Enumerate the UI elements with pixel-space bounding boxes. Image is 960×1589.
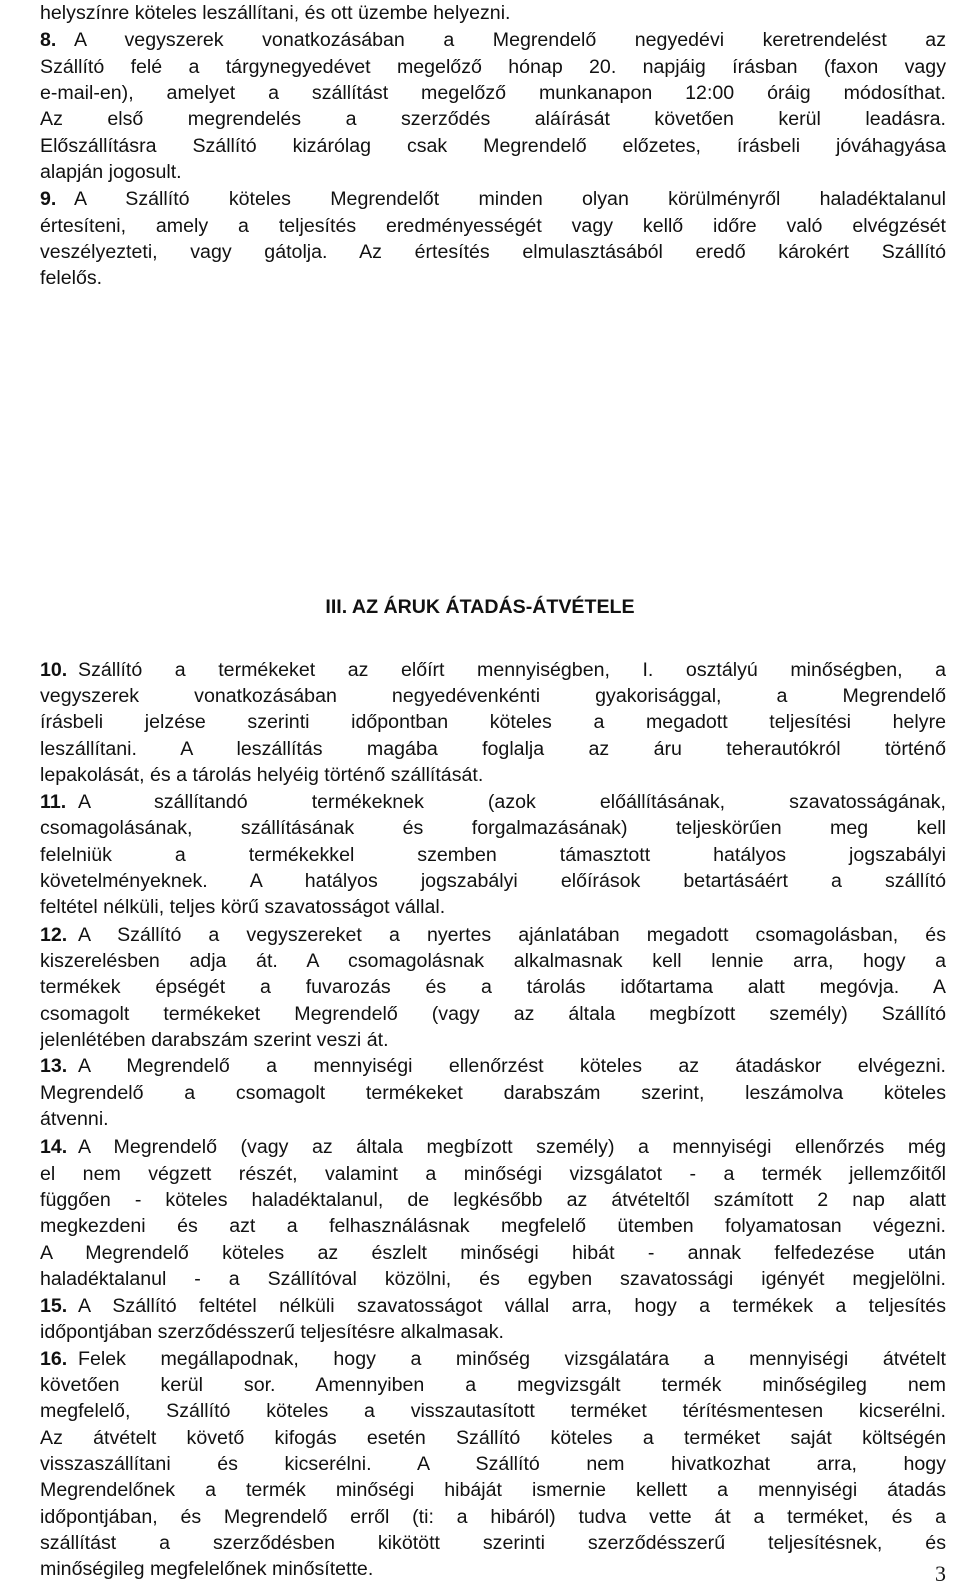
paragraph-text: csomagolásának, szállításának és forgalmazásának) teljeskörűen meg kell (40, 817, 946, 839)
numbered-paragraph-line (40, 185, 946, 214)
paragraph-number: 9. (40, 188, 57, 210)
paragraph-line (40, 53, 946, 82)
paragraph-line (40, 867, 946, 896)
numbered-paragraph-line (40, 1345, 946, 1374)
paragraph-text: Az első megrendelés a szerződés aláírását követően kerül leadásra. (40, 108, 946, 130)
paragraph-text: időpontjában, és Megrendelő erről (ti: a hibáról) tudva vette át a terméket, és a (40, 1506, 946, 1528)
paragraph-text: leszállítani. A leszállítás magába foglalja az áru teherautókról történő (40, 738, 946, 760)
paragraph-line (40, 1239, 946, 1268)
paragraph-text: követően kerül sor. Amennyiben a megvizsgált termék minőségileg nem (40, 1374, 946, 1396)
paragraph-line (40, 1160, 946, 1189)
paragraph-line (40, 79, 946, 108)
paragraph-number: 8. (40, 29, 57, 51)
paragraph-text: veszélyezteti, vagy gátolja. Az értesítés elmulasztásából eredő károkért Szállító (40, 241, 946, 263)
paragraph-text: felelniük a termékekkel szemben támasztott hatályos jogszabályi (40, 844, 946, 866)
numbered-paragraph-line (40, 1052, 946, 1081)
paragraph-text: haladéktalanul - a Szállítóval közölni, és egyben szavatossági igényét megjelölni. (40, 1268, 946, 1290)
paragraph-text: A Szállító köteles Megrendelőt minden olyan körülményről haladéktalanul (74, 188, 946, 210)
numbered-paragraph-line (40, 921, 946, 950)
paragraph-text: vegyszerek vonatkozásában negyedévenkénti gyakorisággal, a Megrendelő (40, 685, 946, 707)
paragraph-line (40, 947, 946, 976)
paragraph-number: 12. (40, 924, 68, 946)
paragraph-line (40, 158, 946, 187)
paragraph-line (40, 735, 946, 764)
paragraph-text: minőségileg megfelelőnek minősítette. (40, 1558, 374, 1580)
paragraph-line (40, 814, 946, 843)
paragraph-text: Szállító felé a tárgynegyedévet megelőző hónap 20. napjáig írásban (faxon vagy (40, 56, 946, 78)
paragraph-line (40, 264, 946, 293)
paragraph-text: A Megrendelő (vagy az általa megbízott személy) a mennyiségi ellenőrzés még (78, 1136, 946, 1158)
paragraph-text: Szállító a termékeket az előírt mennyiségben, I. osztályú minőségben, a (78, 659, 946, 681)
paragraph-line (40, 132, 946, 161)
paragraph-text: A szállítandó termékeknek (azok előállításának, szavatosságának, (78, 791, 946, 813)
paragraph-line (40, 1503, 946, 1532)
paragraph-text: A Megrendelő a mennyiségi ellenőrzést köteles az átadáskor elvégezni. (78, 1055, 946, 1077)
paragraph-line (40, 761, 946, 790)
paragraph-line (40, 708, 946, 737)
paragraph-line (40, 0, 946, 28)
numbered-paragraph-line (40, 1292, 946, 1321)
paragraph-line (40, 1186, 946, 1215)
paragraph-number: 13. (40, 1055, 68, 1077)
paragraph-text: visszaszállítani és kicserélni. A Szállító nem hivatkozhat arra, hogy (40, 1453, 946, 1475)
paragraph-line (40, 1079, 946, 1108)
paragraph-line (40, 1555, 946, 1584)
paragraph-line (40, 682, 946, 711)
paragraph-text: függően - köteles haladéktalanul, de legkésőbb az átvételtől számított 2 nap alatt (40, 1189, 946, 1211)
paragraph-text: megfelelő, Szállító köteles a visszautasított terméket térítésmentesen kicserélni. (40, 1400, 946, 1422)
paragraph-line (40, 1424, 946, 1453)
paragraph-text: alapján jogosult. (40, 161, 182, 183)
paragraph-text: átvenni. (40, 1108, 109, 1130)
paragraph-line (40, 973, 946, 1002)
paragraph-line (40, 1397, 946, 1426)
paragraph-line (40, 1371, 946, 1400)
paragraph-text: felelős. (40, 267, 103, 289)
paragraph-text: Az átvételt követő kifogás esetén Szállító köteles a terméket saját költségén (40, 1427, 946, 1449)
paragraph-text: A Szállító feltétel nélküli szavatosságot vállal arra, hogy a termékek a teljesítés (78, 1295, 946, 1317)
paragraph-number: 15. (40, 1295, 68, 1317)
paragraph-line (40, 105, 946, 134)
paragraph-text: Előszállításra Szállító kizárólag csak Megrendelő előzetes, írásbeli jóváhagyása (40, 135, 946, 157)
paragraph-text: értesíteni, amely a teljesítés eredményességét vagy kellő időre való elvégzését (40, 215, 946, 237)
paragraph-text: kiszerelésben adja át. A csomagolásnak alkalmasnak kell lennie arra, hogy a (40, 950, 946, 972)
paragraph-text: el nem végzett részét, valamint a minőségi vizsgálatot - a termék jellemzőitől (40, 1163, 946, 1185)
paragraph-number: 11. (40, 791, 67, 813)
paragraph-text: Megrendelő a csomagolt termékeket darabszám szerint, leszámolva köteles (40, 1082, 946, 1104)
numbered-paragraph-line (40, 26, 946, 55)
paragraph-text: lepakolását, és a tárolás helyéig történő szállítását. (40, 764, 484, 786)
paragraph-text: A Megrendelő köteles az észlelt minőségi hibát - annak felfedezése után (40, 1242, 946, 1264)
paragraph-text: írásbeli jelzése szerinti időpontban köteles a megadott teljesítési helyre (40, 711, 946, 733)
paragraph-text: csomagolt termékeket Megrendelő (vagy az általa megbízott személy) Szállító (40, 1003, 946, 1025)
paragraph-line (40, 1105, 946, 1134)
paragraph-text: helyszínre köteles leszállítani, és ott üzembe helyezni. (40, 2, 511, 24)
paragraph-line (40, 1212, 946, 1241)
paragraph-text: A Szállító a vegyszereket a nyertes ajánlatában megadott csomagolásban, és (78, 924, 946, 946)
paragraph-text: termékek épségét a fuvarozás és a tárolás időtartama alatt megóvja. A (40, 976, 946, 998)
paragraph-text: követelményeknek. A hatályos jogszabályi előírások betartásáért a szállító (40, 870, 946, 892)
numbered-paragraph-line (40, 788, 946, 817)
paragraph-line (40, 1450, 946, 1479)
paragraph-text: feltétel nélküli, teljes körű szavatosságot vállal. (40, 896, 446, 918)
page-number: 3 (935, 1561, 946, 1586)
paragraph-text: jelenlétében darabszám szerint veszi át. (40, 1029, 389, 1051)
paragraph-line (40, 1529, 946, 1558)
section-heading: III. AZ ÁRUK ÁTADÁS-ÁTVÉTELE (325, 596, 635, 618)
paragraph-line (40, 1000, 946, 1029)
paragraph-number: 16. (40, 1348, 68, 1370)
paragraph-line (40, 841, 946, 870)
paragraph-text: e-mail-en), amelyet a szállítást megelőző munkanapon 12:00 óráig módosíthat. (40, 82, 946, 104)
paragraph-line (40, 1318, 946, 1347)
numbered-paragraph-line (40, 656, 946, 685)
paragraph-number: 14. (40, 1136, 68, 1158)
paragraph-line (40, 1265, 946, 1294)
paragraph-line (40, 893, 946, 922)
paragraph-text: megkezdeni és azt a felhasználásnak megfelelő ütemben folyamatosan végezni. (40, 1215, 946, 1237)
paragraph-text: A vegyszerek vonatkozásában a Megrendelő negyedévi keretrendelést az (74, 29, 946, 51)
paragraph-number: 10. (40, 659, 68, 681)
paragraph-text: időpontjában szerződésszerű teljesítésre alkalmasak. (40, 1321, 504, 1343)
paragraph-line (40, 1476, 946, 1505)
paragraph-line (40, 1026, 946, 1055)
paragraph-text: szállítást a szerződésben kikötött szerinti szerződésszerű teljesítésnek, és (40, 1532, 946, 1554)
numbered-paragraph-line (40, 1133, 946, 1162)
paragraph-line (40, 212, 946, 241)
paragraph-line (40, 238, 946, 267)
paragraph-text: Felek megállapodnak, hogy a minőség vizsgálatára a mennyiségi átvételt (78, 1348, 946, 1370)
paragraph-text: Megrendelőnek a termék minőségi hibáját ismernie kellett a mennyiségi átadás (40, 1479, 946, 1501)
